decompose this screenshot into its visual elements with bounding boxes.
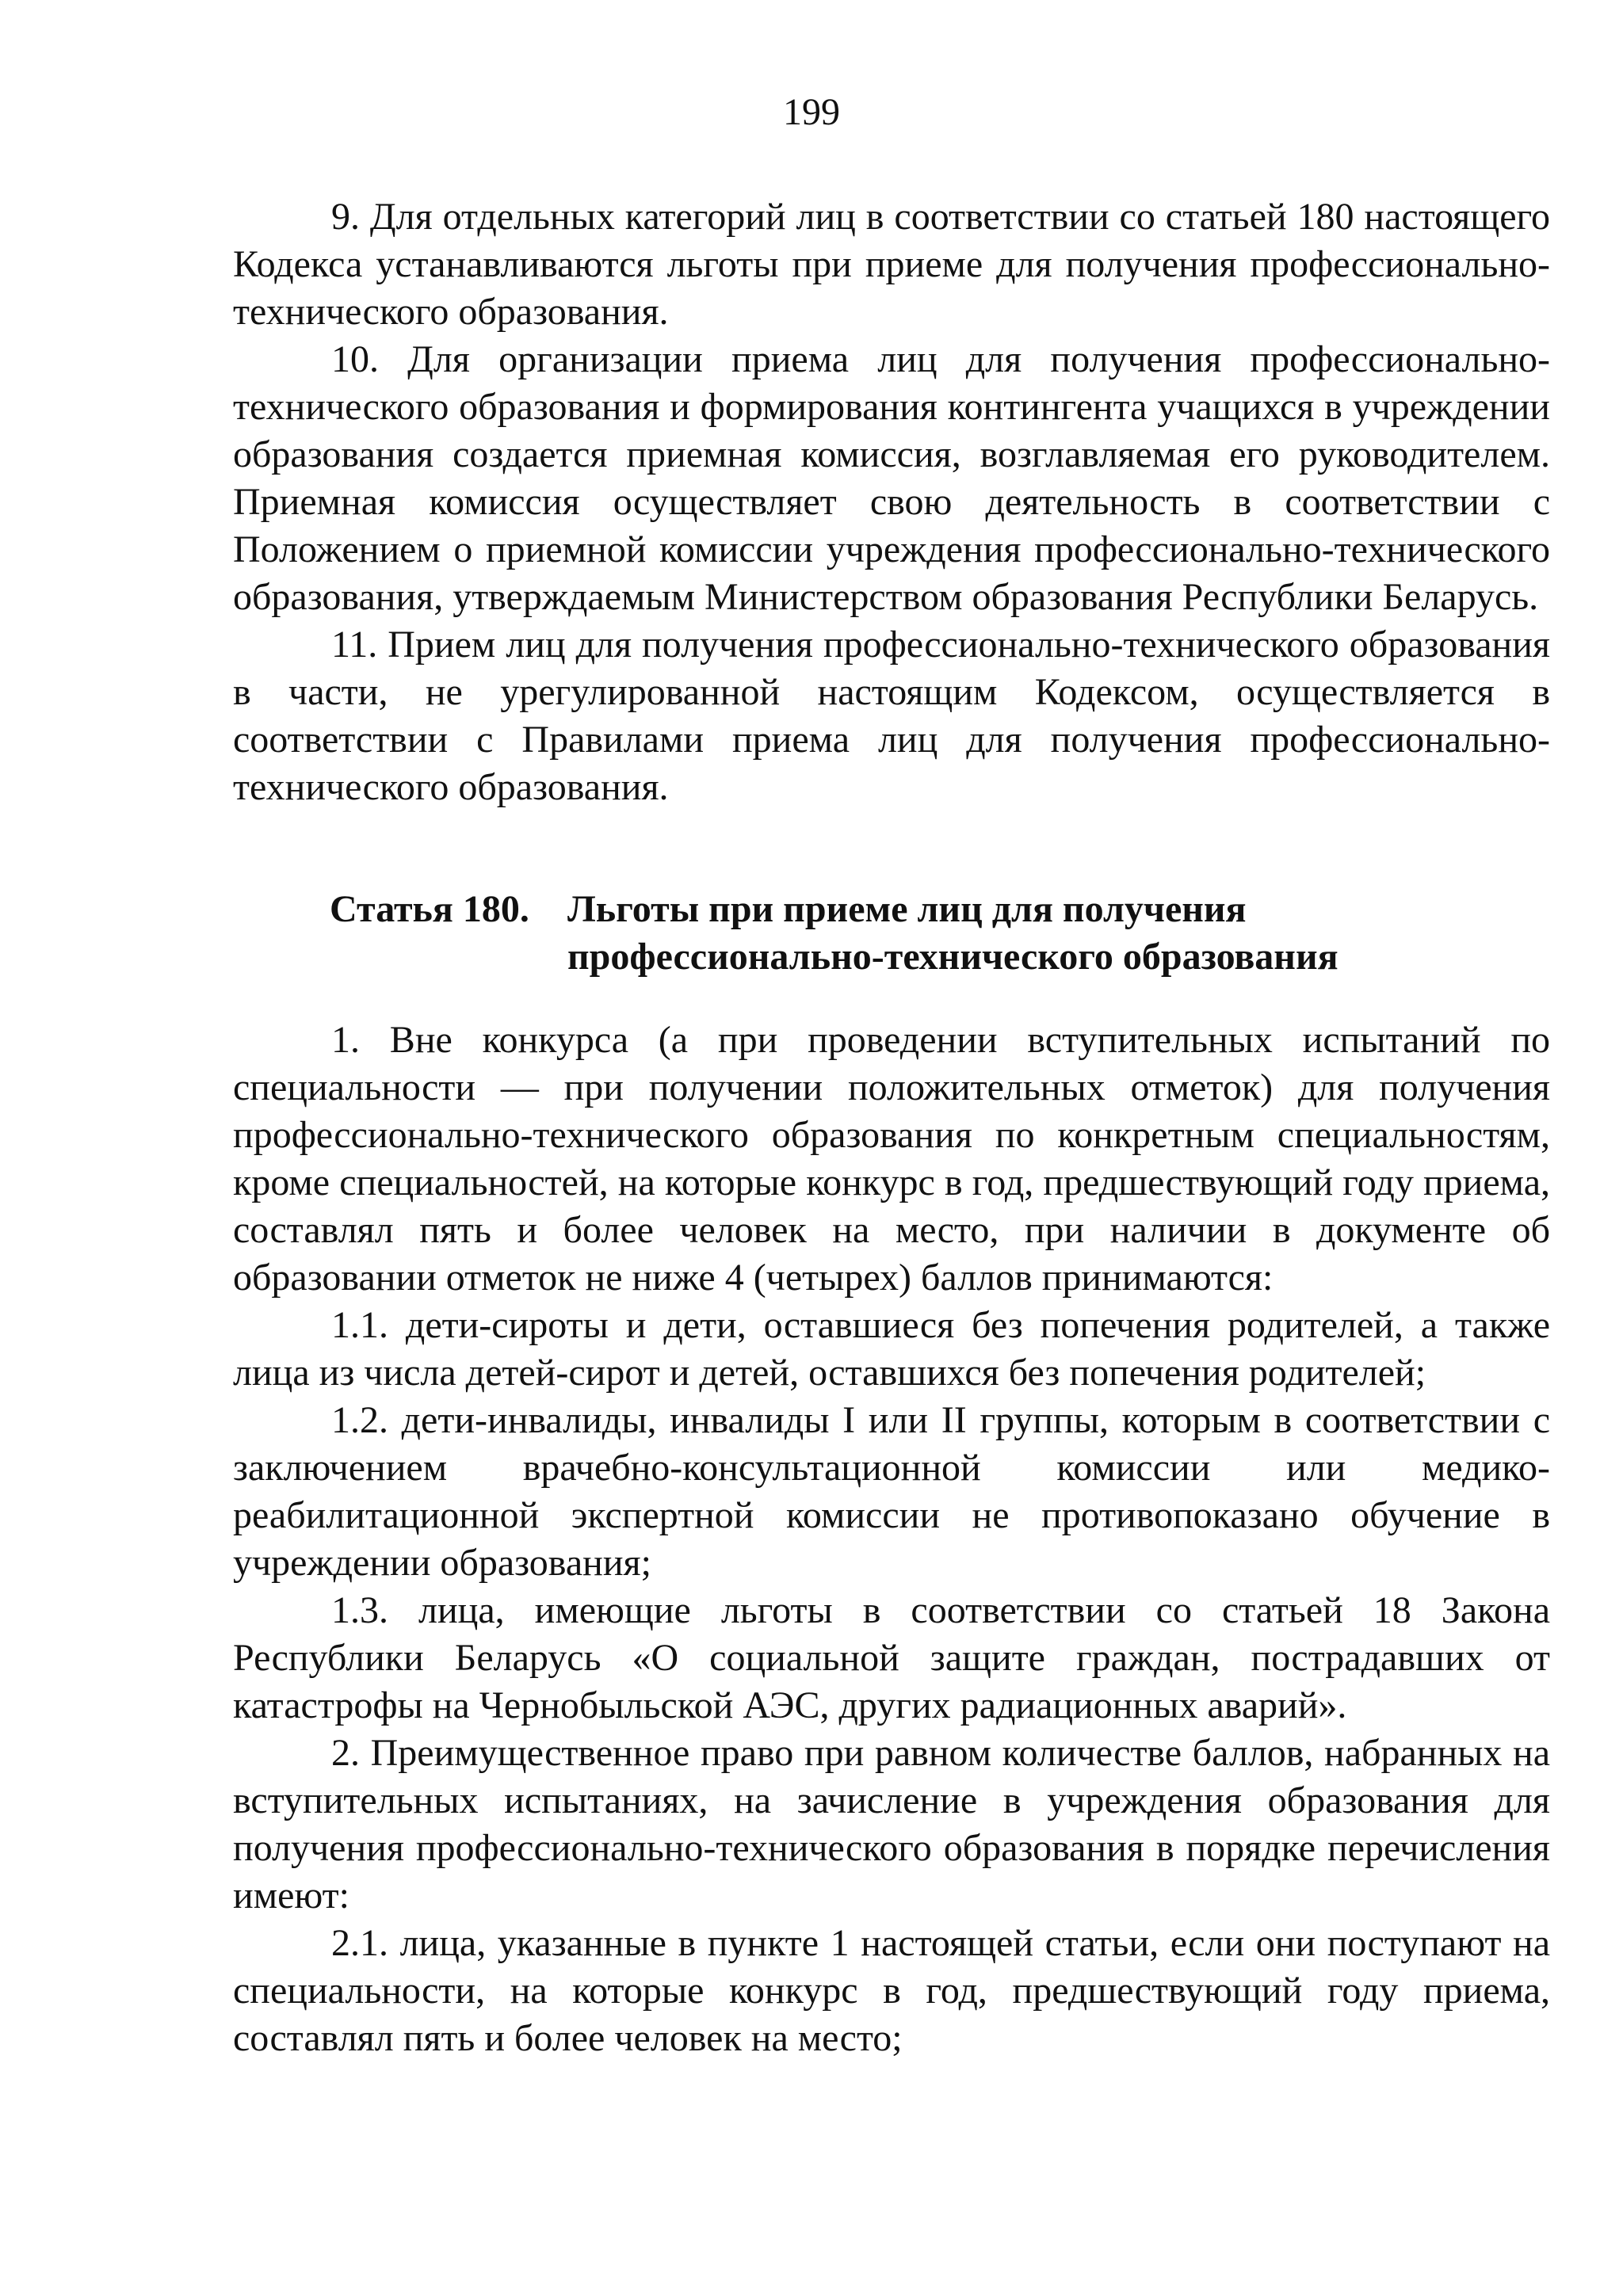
article-title-line1: Льготы при приеме лиц для получения — [567, 888, 1247, 930]
paragraph-1: 1. Вне конкурса (а при проведении вступительных испытаний по специальности — при получении положительных отметок) для получения профессионально-технического образования по конкретным специальностям, кроме специальностей, на которые конкурс в год, предшествующий году приема, составлял пять и более человек на место, при наличии в документе об образовании отметок не ниже 4 (четырех) баллов принимаются: — [233, 1019, 1550, 1299]
article-heading — [330, 886, 1518, 981]
paragraph-11: 11. Прием лиц для получения профессионально-технического образования в части, не урегулированной настоящим Кодексом, осуществляется в соответствии с Правилами приема лиц для получения профессионально-технического образования. — [233, 624, 1550, 808]
body-text-article — [233, 1016, 1550, 2062]
article-title-line2: профессионально-технического образования — [567, 936, 1338, 978]
paragraph-10: 10. Для организации приема лиц для получения профессионально-технического образования и формирования контингента учащихся в учреждении образования создается приемная комиссия, возглавляемая его руководителем. Приемная комиссия осуществляет свою деятельность в соответствии с Положением о приемной комиссии учреждения профессионально-технического образования, утверждаемым Министерством образования Республики Беларусь. — [233, 338, 1550, 618]
paragraph-9: 9. Для отдельных категорий лиц в соответствии со статьей 180 настоящего Кодекса устанавливаются льготы при приеме для получения профессионально-технического образования. — [233, 196, 1550, 333]
paragraph-1-1: 1.1. дети-сироты и дети, оставшиеся без попечения родителей, а также лица из числа детей-сирот и детей, оставшихся без попечения родителей; — [233, 1304, 1550, 1394]
page-number: 199 — [783, 91, 840, 133]
paragraph-1-2: 1.2. дети-инвалиды, инвалиды I или II группы, которым в соответствии с заключением врачебно-консультационной комиссии или медико-реабилитационной экспертной комиссии не противопоказано обучение в учреждении образования; — [233, 1399, 1550, 1584]
article-label: Статья 180. — [330, 888, 529, 930]
paragraph-2: 2. Преимущественное право при равном количестве баллов, набранных на вступительных испытаниях, на зачисление в учреждения образования для получения профессионально-технического образования в порядке перечисления имеют: — [233, 1732, 1550, 1917]
body-text-top — [233, 193, 1550, 811]
paragraph-1-3: 1.3. лица, имеющие льготы в соответствии со статьей 18 Закона Республики Беларусь «О социальной защите граждан, пострадавших от катастрофы на Чернобыльской АЭС, других радиационных аварий». — [233, 1589, 1550, 1726]
paragraph-2-1: 2.1. лица, указанные в пункте 1 настоящей статьи, если они поступают на специальности, на которые конкурс в год, предшествующий году приема, составлял пять и более человек на место; — [233, 1922, 1550, 2059]
